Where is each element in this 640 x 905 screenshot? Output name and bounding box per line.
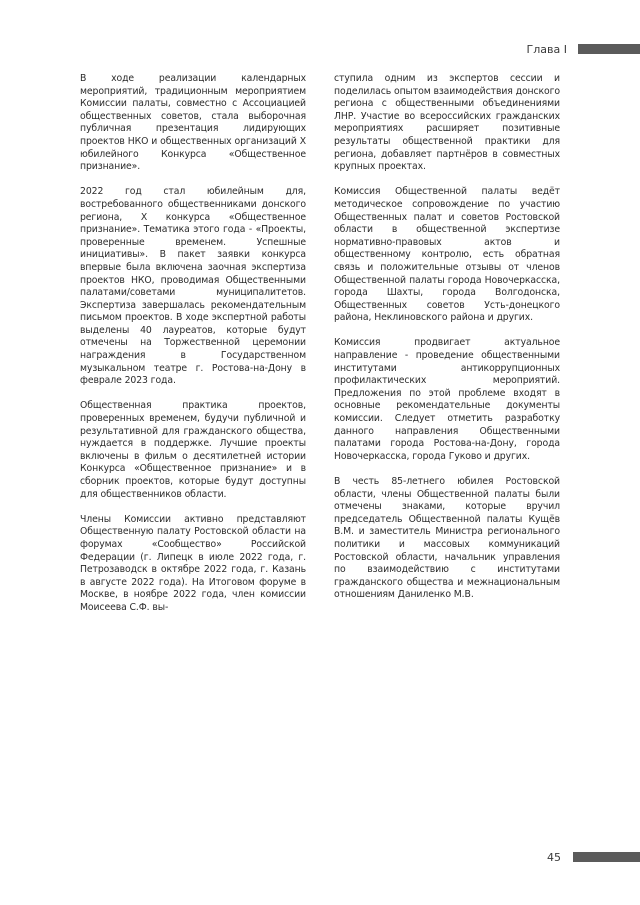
paragraph: Общественная практика проектов, проверенных временем, будучи публичной и результативной для гражданского общества, нуждается в поддержке. Лучшие проекты включены в фильм о десятилетней истории Конкурса «Общественное признание» и в сборник проектов, которые будут доступны для общественников области.	[80, 400, 306, 500]
paragraph: Комиссия продвигает актуальное направление - проведение общественными институтами антикоррупционных профилактических мероприятий. Предложения по этой проблеме входят в основные рекомендательные документы комиссии. Следует отметить разработку данного направления Общественными палатами города Ростова-на-Дону, города Новочеркасска, города Гуково и других.	[334, 337, 560, 462]
paragraph-continuation: ступила одним из экспертов сессии и поделилась опытом взаимодействия донского региона с общественными объединениями ЛНР. Участие во всероссийских гражданских мероприятиях расширяет позитивные результаты общественной практики для региона, добавляет партнёров в совместных крупных проектах.	[334, 73, 560, 173]
paragraph: Члены Комиссии активно представляют Общественную палату Ростовской области на форумах «Сообщество» Российской Федерации (г. Липецк в июле 2022 года, г. Петрозаводск в октябре 2022 года, г. Казань в августе 2022 года). На Итоговом форуме в Москве, в ноябре 2022 года, член комиссии Моисеева С.Ф. вы-	[80, 513, 306, 613]
footer-accent-bar	[573, 852, 640, 862]
paragraph: В ходе реализации календарных мероприятий, традиционным мероприятием Комиссии палаты, совместно с Ассоциацией общественных советов, стала выборочная публичная презентация лидирующих проектов НКО и общественных организаций X юбилейного Конкурса «Общественное признание».	[80, 73, 306, 173]
paragraph: 2022 год стал юбилейным для, востребованного общественниками донского региона, X конкурса «Общественное признание». Тематика этого года - «Проекты, проверенные временем. Успешные инициативы». В пакет заявки конкурса впервые была включена заочная экспертиза проектов НКО, проводимая Общественными палатами/советами муниципалитетов. Экспертиза завершалась рекомендательным письмом проектов. В ходе экспертной работы выделены 40 лауреатов, которые будут отмечены на Торжественной церемонии награждения в Государственном музыкальном театре г. Ростова-на-Дону в феврале 2023 года.	[80, 186, 306, 387]
paragraph: Комиссия Общественной палаты ведёт методическое сопровождение по участию Общественных палат и советов Ростовской области в общественной экспертизе нормативно-правовых актов и общественному контролю, есть обратная связь и положительные отзывы от членов Общественной палаты города Новочеркасска, города Шахты, города Волгодонска, Общественных советов Усть-донецкого района, Неклиновского района и других.	[334, 186, 560, 324]
header-accent-bar	[578, 44, 640, 54]
chapter-label: Глава I	[526, 43, 567, 56]
paragraph: В честь 85-летнего юбилея Ростовской области, члены Общественной палаты были отмечены знаками, которые вручил председатель Общественной палаты Кущёв В.М. и заместитель Министра регионального политики и массовых коммуникаций Ростовской области, начальник управления по взаимодействию с институтами гражданского общества и межнациональным отношениям Даниленко М.В.	[334, 476, 560, 601]
left-column	[80, 73, 306, 627]
page-number: 45	[547, 851, 561, 864]
right-column	[334, 73, 560, 615]
